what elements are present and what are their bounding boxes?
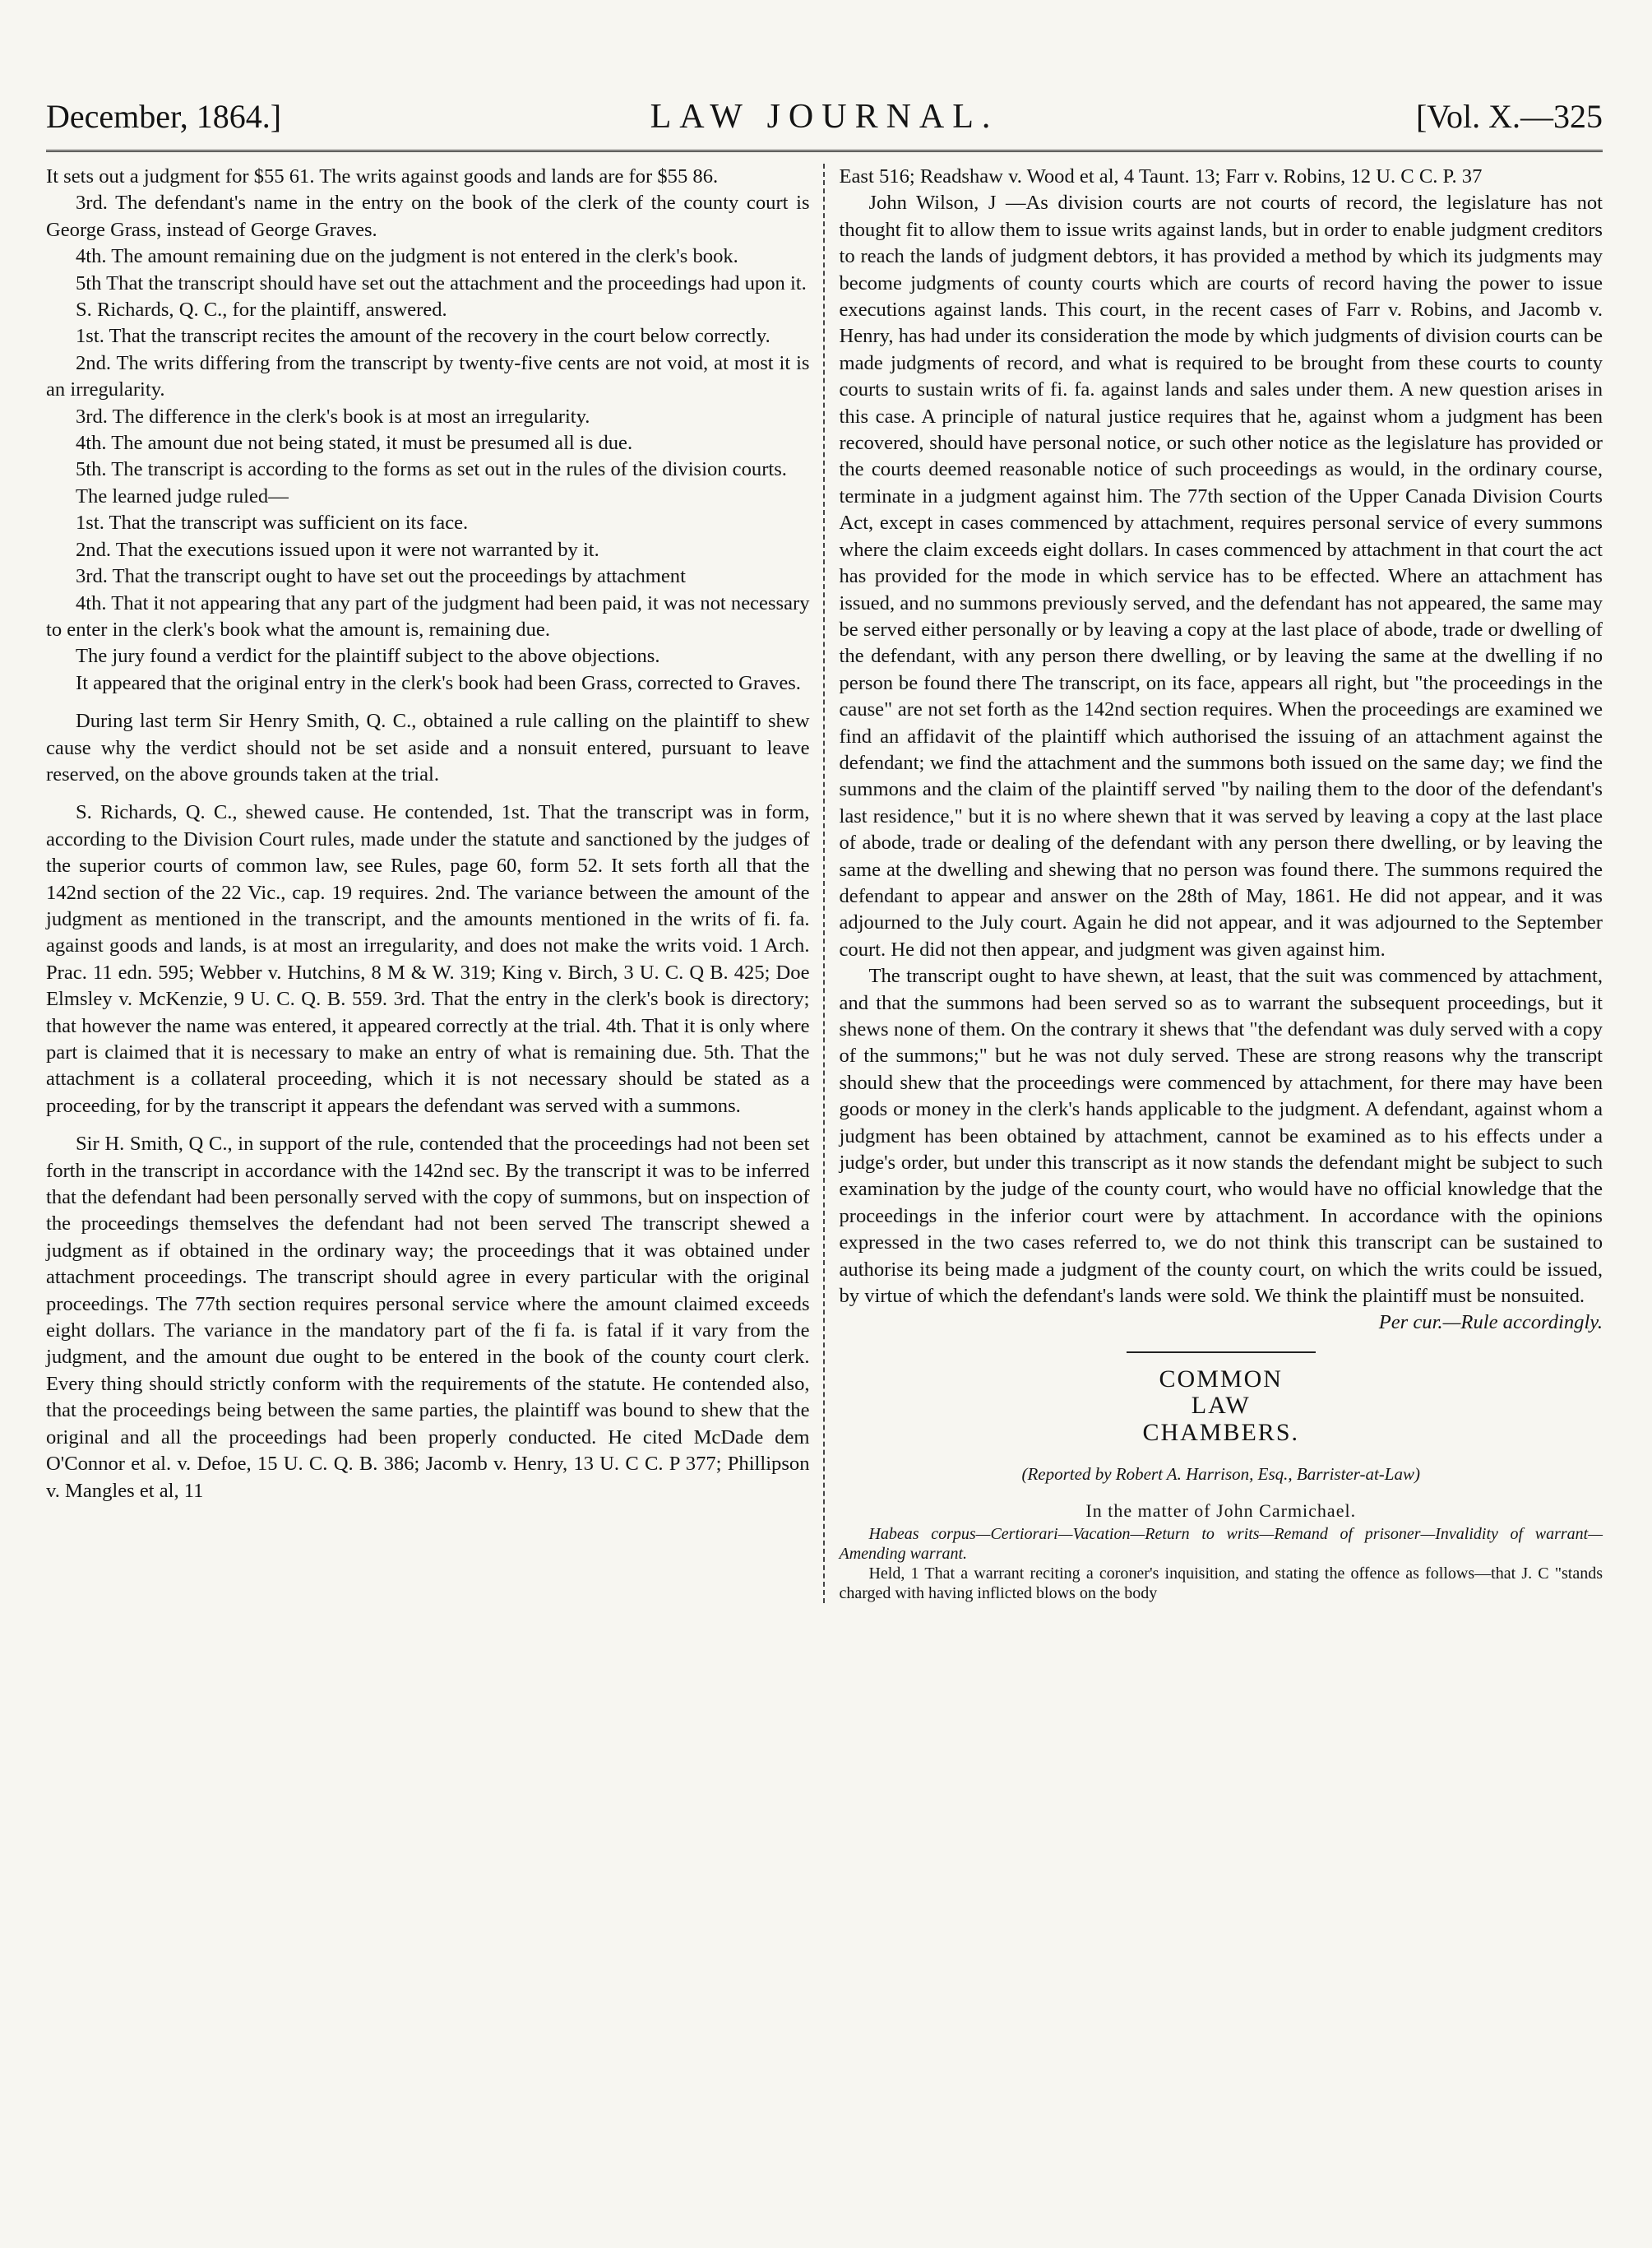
paragraph: S. Richards, Q. C., shewed cause. He contended, 1st. That the transcript was in form, according to the Division Court rules, made under the statute and sanctioned by the judges of the superior courts of common law, see Rules, page 60, form 52. It sets forth all that the 142nd section of the 22 Vic., cap. 19 requires. 2nd. The variance between the amount of the judgment as mentioned in the transcript, and the amounts mentioned in the writs of fi. fa. against goods and lands, is at most an irregularity, and does not make the writs void. 1 Arch. Prac. 11 edn. 595; Webber v. Hutchins, 8 M & W. 319; King v. Birch, 3 U. C. Q B. 425; Doe Elmsley v. McKenzie, 9 U. C. Q. B. 559. 3rd. That the entry in the clerk's book is directory; that however the name was entered, it appeared correctly at the trial. 4th. That it is only where part is claimed that it is necessary to make an entry of what is remaining due. 5th. That the attachment is a collateral proceeding, which it is not necessary should be stated as a proceeding, for by the transcript it appears the defendant was served with a summons. xyxy=(46,801,810,1117)
header-journal-title: LAW JOURNAL. xyxy=(650,98,999,136)
paragraph: The transcript ought to have shewn, at least, that the suit was commenced by attachment, and that the summons had been served so as to warrant the subsequent proceedings, but it shews none of them. On the contrary it shews that "the defendant was duly served with a copy of the summons;" but he was not duly served. These are strong reasons why the transcript should shew that the proceedings were commenced by attachment, for there may have been goods or money in the clerk's hands applicable to the judgment. A defendant, against whom a judgment has been obtained by attachment, cannot be examined as to his effects under a judge's order, but under this transcript as it now stands the defendant might be subject to such examination by the judge of the county court, who would have no official knowledge that the proceedings in the inferior court were by attachment. In accordance with the opinions expressed in the two cases referred to, we do not think this transcript can be sustained to authorise its being made a judgment of the county court, on which the writs could be issued, by virtue of which the defendant's lands were sold. We think the plaintiff must be nonsuited. xyxy=(839,965,1603,1308)
paragraph: 2nd. That the executions issued upon it were not warranted by it. xyxy=(76,538,599,561)
held-paragraph: Held, 1 That a warrant reciting a coroner's inquisition, and stating the offence as follows—that J. C "stands charged with having inflicted blows on the body xyxy=(839,1564,1603,1602)
header-date: December, 1864.] xyxy=(46,98,282,135)
paragraph: John Wilson, J —As division courts are not courts of record, the legislature has not thought fit to allow them to issue writs against lands, but in order to enable judgment creditors to reach the lands of judgment debtors, it has provided a method by which its judgments may become judgments of county courts which are courts of record having the power to issue executions against lands. This court, in the recent cases of Farr v. Robins, and Jacomb v. Henry, has had under its consideration the mode by which judgments of division courts can be made judgments of record, and what is required to be brought from these courts to county courts to sustain writs of fi. fa. against lands and sales under them. A new question arises in this case. A principle of natural justice requires that he, against whom a judgment has been recovered, should have personal notice, or such other notice as the legislature has provided or the courts deemed reasonable notice of such proceedings as would, in the ordinary course, terminate in a judgment against him. The 77th section of the Upper Canada Division Courts Act, except in cases commenced by attachment, requires personal service of every summons where the claim exceeds eight dollars. In cases commenced by attachment in that court the act has provided for the mode in which service has to be effected. Where an attachment has issued, and no summons previously served, and the defendant has not appeared, the same may be served either personally or by leaving a copy at the last place of abode, trade or dwelling of the defendant, with any person there dwelling, or by leaving the same at the dwelling if no person be found there The transcript, on its face, appears all right, but "the proceedings in the cause" are not set forth as the 142nd section requires. When the proceedings are examined we find an affidavit of the plaintiff which authorised the issuing of an attachment against the defendant; we find the attachment and the summons both issued on the same day; we find the summons and the claim of the plaintiff served "by nailing them to the door of the defendant's last residence," but it is no where shewn that it was served by leaving a copy at the last place of abode, trade or dealing of the defendant with any person there dwelling, or by leaving the same at the dwelling and shewing that no person was found there. The summons required the defendant to appear and answer on the 28th of May, 1861. He did not appear, and it was adjourned to the July court. Again he did not appear, and it was adjourned to the September court. He did not then appear, and judgment was given against him. xyxy=(839,192,1603,961)
section-heading: COMMON LAW CHAMBERS. xyxy=(1127,1351,1316,1446)
paragraph: The jury found a verdict for the plaintiff subject to the above objections. xyxy=(76,645,660,668)
paragraph: 4th. The amount due not being stated, it must be presumed all is due. xyxy=(76,432,633,455)
paragraph: 5th. The transcript is according to the forms as set out in the rules of the division courts. xyxy=(76,458,787,481)
paragraph: 1st. That the transcript was sufficient on its face. xyxy=(76,512,469,535)
left-column xyxy=(46,164,810,1603)
paragraph: It appeared that the original entry in the clerk's book had been Grass, corrected to Graves. xyxy=(76,671,801,694)
paragraph: The learned judge ruled— xyxy=(76,484,289,508)
per-curiam-line: Per cur.—Rule accordingly. xyxy=(1378,1311,1603,1334)
paragraph: 4th. That it not appearing that any part of the judgment had been paid, it was not necessary to enter in the clerk's book what the amount is, remaining due. xyxy=(46,591,810,641)
paragraph: 4th. The amount remaining due on the judgment is not entered in the clerk's book. xyxy=(76,245,738,268)
paragraph: During last term Sir Henry Smith, Q. C., obtained a rule calling on the plaintiff to shew cause why the verdict should not be set aside and a nonsuit entered, pursuant to leave reserved, on the above grounds taken at the trial. xyxy=(46,710,810,786)
running-header xyxy=(46,97,1603,152)
paragraph: S. Richards, Q. C., for the plaintiff, answered. xyxy=(76,299,447,322)
paragraph: 5th That the transcript should have set out the attachment and the proceedings had upon it. xyxy=(76,271,807,294)
case-title: In the matter of John Carmichael. xyxy=(1085,1499,1357,1521)
paragraph: 3rd. That the transcript ought to have set out the proceedings by attachment xyxy=(76,565,686,588)
column-divider xyxy=(823,164,826,1603)
header-volume-page: [Vol. X.—325 xyxy=(1415,98,1603,135)
right-column xyxy=(839,164,1603,1603)
headnote: Habeas corpus—Certiorari—Vacation—Return to writs—Remand of prisoner—Invalidity of warrant—Amending warrant. xyxy=(839,1524,1603,1563)
paragraph: 2nd. The writs differing from the transcript by twenty-five cents are not void, at most it is an irregularity. xyxy=(46,351,810,401)
paragraph: Sir H. Smith, Q C., in support of the rule, contended that the proceedings had not been set forth in the transcript in accordance with the 142nd sec. By the transcript it was to be inferred that the defendant had been personally served with the copy of summons, but on inspection of the proceedings themselves the defendant had not been served The transcript shewed a judgment as if obtained in the ordinary way; the proceedings that it was obtained under attachment proceedings. The transcript should agree in every particular with the original proceedings. The 77th section requires personal service where the amount claimed exceeds eight dollars. The variance in the mandatory part of the fi fa. is fatal if it vary from the judgment, and the amount due ought to be entered in the book of the county court clerk. Every thing should strictly conform with the requirements of the statute. He contended also, that the proceedings being between the same parties, the plaintiff was bound to shew that the original and all the proceedings had been properly conducted. He cited McDade dem O'Connor et al. v. Defoe, 15 U. C. Q. B. 386; Jacomb v. Henry, 13 U. C C. P 377; Phillipson v. Mangles et al, 11 xyxy=(46,1133,810,1502)
paragraph: 3rd. The defendant's name in the entry on the book of the clerk of the county court is George Grass, instead of George Graves. xyxy=(46,192,810,241)
reporter-line: (Reported by Robert A. Harrison, Esq., Barrister-at-Law) xyxy=(1021,1464,1420,1485)
paragraph: It sets out a judgment for $55 61. The writs against goods and lands are for $55 86. xyxy=(46,165,719,188)
section-heading-wrap xyxy=(839,1351,1603,1446)
paragraph: 1st. That the transcript recites the amount of the recovery in the court below correctly. xyxy=(76,325,770,348)
text-columns xyxy=(46,164,1603,1603)
paragraph: East 516; Readshaw v. Wood et al, 4 Taunt. 13; Farr v. Robins, 12 U. C C. P. 37 xyxy=(839,165,1483,188)
paragraph: 3rd. The difference in the clerk's book is at most an irregularity. xyxy=(76,405,590,428)
